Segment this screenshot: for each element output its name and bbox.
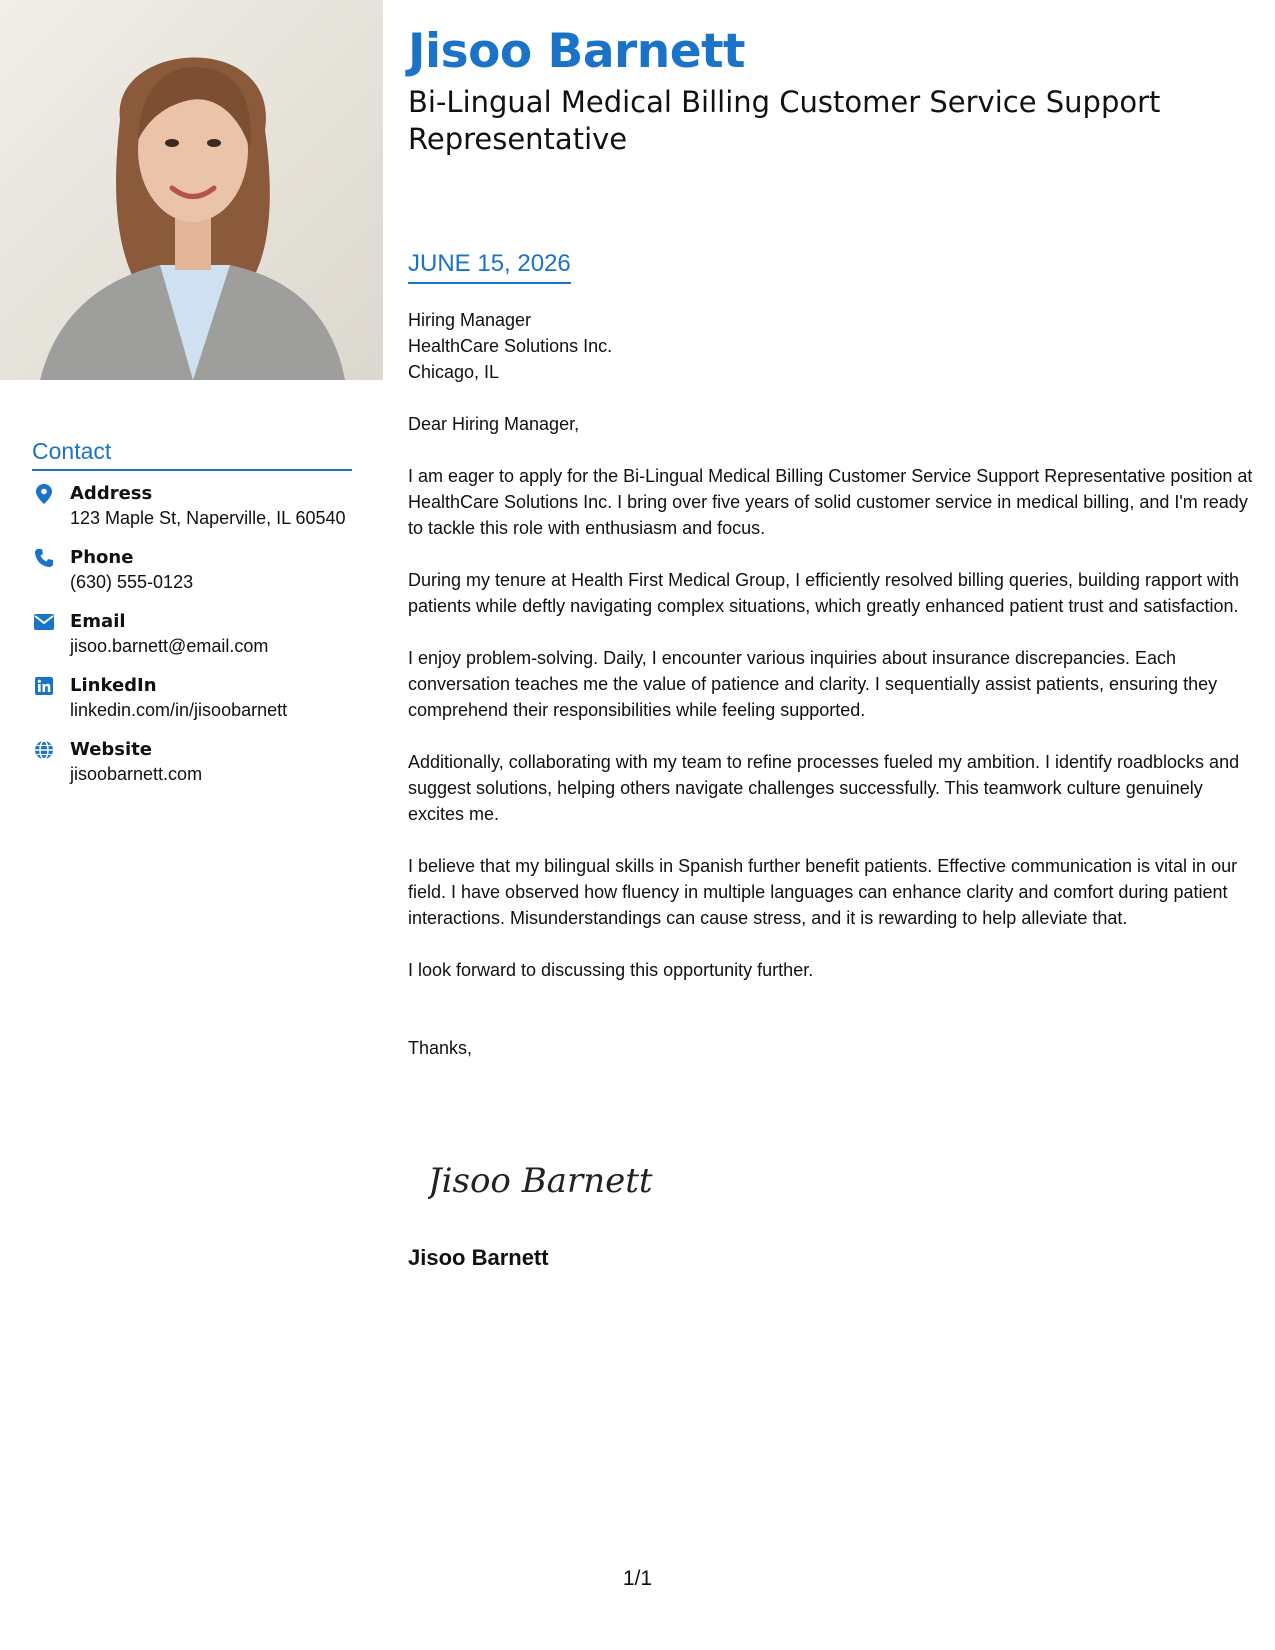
job-title: Bi-Lingual Medical Billing Customer Service Support Representative — [408, 85, 1161, 156]
linkedin-icon — [32, 675, 56, 697]
contact-label: Address — [70, 483, 153, 504]
address-value: 123 Maple St, Naperville, IL 60540 — [70, 508, 346, 528]
handwritten-signature — [428, 1152, 668, 1213]
closing: Thanks, — [408, 1038, 473, 1058]
contact-item-linkedin — [32, 673, 352, 723]
signature-text: Jisoo Barnett — [428, 1161, 653, 1201]
email-value[interactable]: jisoo.barnett@email.com — [70, 636, 269, 656]
globe-icon — [32, 739, 56, 761]
letter-paragraph: Additionally, collaborating with my team to refine processes fueled my ambition. I identify roadblocks and suggest solutions, helping others navigate challenges successfully. This teamwork culture genuinely excites me. — [408, 752, 1240, 824]
envelope-icon — [32, 611, 56, 633]
contact-label: LinkedIn — [70, 675, 157, 696]
salutation: Dear Hiring Manager, — [408, 414, 580, 434]
recipient-line: Hiring Manager — [408, 310, 532, 330]
signer-name: Jisoo Barnett — [408, 1245, 549, 1270]
website-value[interactable]: jisoobarnett.com — [70, 764, 203, 784]
applicant-name: Jisoo Barnett — [408, 24, 746, 79]
linkedin-value[interactable]: linkedin.com/in/jisoobarnett — [70, 700, 288, 720]
phone-value[interactable]: (630) 555-0123 — [70, 572, 194, 592]
profile-photo — [0, 0, 383, 380]
letter-body — [408, 307, 1253, 1061]
contact-list — [32, 481, 352, 787]
letter-paragraph: I enjoy problem-solving. Daily, I encounter various inquiries about insurance discrepancies. Each conversation teaches me the value of patience and clarity. I sequentially assist patients, ensuring they comprehend their responsibilities while feeling supported. — [408, 648, 1218, 720]
recipient-block — [408, 307, 1253, 385]
recipient-line: HealthCare Solutions Inc. — [408, 336, 613, 356]
contact-item-address — [32, 481, 352, 531]
contact-item-website — [32, 737, 352, 787]
letter-paragraph: During my tenure at Health First Medical Group, I efficiently resolved billing queries, building rapport with patients while deftly navigating complex situations, which greatly enhanced patient trust and satisfaction. — [408, 570, 1240, 616]
contact-label: Phone — [70, 547, 134, 568]
contact-item-phone — [32, 545, 352, 595]
contact-section — [32, 436, 352, 801]
phone-icon — [32, 547, 56, 569]
location-pin-icon — [32, 483, 56, 505]
letter-date: JUNE 15, 2026 — [408, 248, 571, 284]
contact-heading: Contact — [32, 436, 352, 471]
contact-label: Email — [70, 611, 126, 632]
page-number: 1/1 — [622, 1567, 653, 1590]
sidebar — [0, 0, 383, 1650]
letter-paragraph: I believe that my bilingual skills in Spanish further benefit patients. Effective communication is vital in our field. I have observed how fluency in multiple languages can enhance clarity and comfort during patient interactions. Misunderstandings can cause stress, and it is rewarding to help alleviate that. — [408, 856, 1238, 928]
letter-paragraph: I am eager to apply for the Bi-Lingual Medical Billing Customer Service Support Representative position at HealthCare Solutions Inc. I bring over five years of solid customer service in medical billing, and I'm ready to tackle this role with enthusiasm and focus. — [408, 466, 1253, 538]
letter-paragraph: I look forward to discussing this opportunity further. — [408, 960, 814, 980]
contact-item-email — [32, 609, 352, 659]
recipient-line: Chicago, IL — [408, 362, 500, 382]
contact-label: Website — [70, 739, 153, 760]
